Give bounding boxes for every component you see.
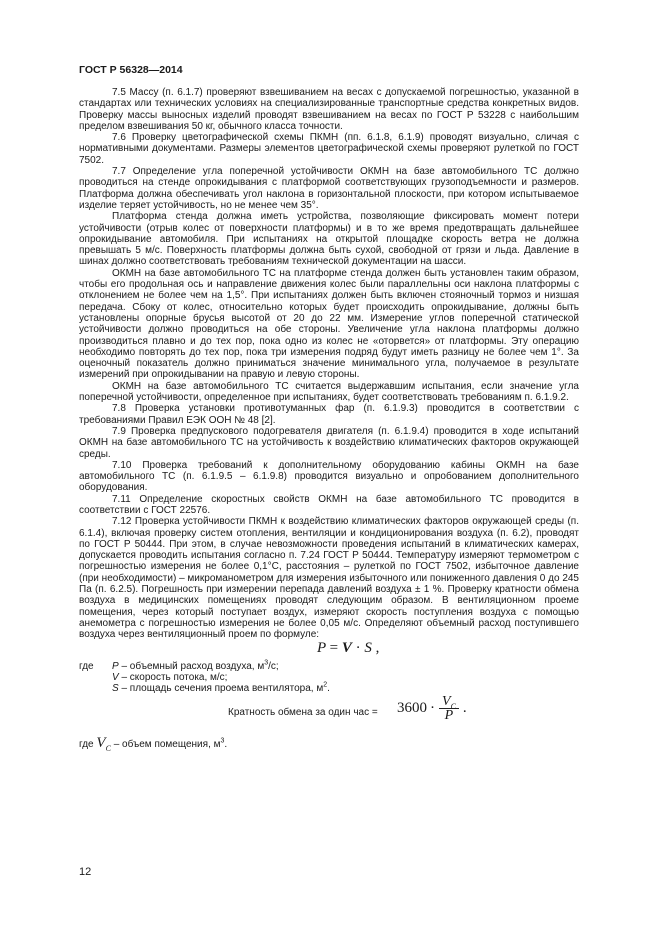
where-vc-word: где [79,739,94,751]
paragraph-okmn-pass: ОКМН на базе автомобильного ТС считается выдержавшим испытания, если значение угла поперечной устойчивости, определенное при испытаниях, будет соответствовать требованиям п. 6.1.9.2. [79,380,579,404]
formula-s: S [364,639,372,656]
where-vc-end: . [224,739,228,751]
paragraph-7-7: 7.7 Определение угла поперечной устойчивости ОКМН на базе автомобильного ТС должно проводиться на стенде опрокидывания с платформой соответствующих грузоподъемности и размеров. Платформа должна обеспечивать угол наклона в горизонтальной плоскости, при котором испытываемое изделие теряет устойчивость, но не менее чем 35°. [79,166,579,211]
where-p-sup: 3 [264,659,269,667]
formula-exchange-ratio [79,694,579,734]
where-v-label: V [112,671,119,683]
where-v-text: – скорость потока, м/с; [121,671,228,683]
where-v [79,672,579,683]
where-s-end: . [327,683,330,695]
where-v-def [112,672,227,683]
where-s-sup: 2 [323,681,328,689]
ratio-numerator [439,694,459,712]
where-p-end: /с; [268,660,279,672]
ratio-fraction [439,696,459,721]
formula-dot: · [355,639,361,656]
ratio-num-v: V [442,694,451,710]
where-p-text: – объемный расход воздуха, м [121,660,265,672]
ratio-expression [397,696,467,721]
ratio-end: . [462,700,467,717]
paragraph-7-8: 7.8 Проверка установки противотуманных фар (п. 6.1.9.3) проводится в соответствии с требованиями Правил ЕЭК ООН № 48 [2]. [79,403,579,426]
where-vc-text: – объем помещения, м [113,739,221,751]
document-body [79,87,579,758]
formula-v: V [341,639,352,656]
where-s [79,683,579,694]
where-p [79,661,579,672]
paragraph-7-5: 7.5 Массу (п. 6.1.7) проверяют взвешиванием на весах с допускаемой погрешностью, указанной в стандартах или технических условиях на специализированные транспортные средства конкретных видов. Проверку массы выносных изделий проводят взвешиванием на весах по ГОСТ Р 53228 с наибольшим пределом взвешивания 50 кг, обычного класса точности. [79,87,579,132]
paragraph-7-12: 7.12 Проверка устойчивости ПКМН к воздействию климатических факторов окружающей среды (п. 6.1.4), включая проверку систем отопления, вентиляции и кондиционирования воздуха (п. 6.2), проводят по ГОСТ Р 50444. При этом, в случае невозможности проведения испытаний в климатических камерах, допускается проводить испытания согласно п. 7.24 ГОСТ Р 50444. Температуру измеряют термометром с погрешностью измерения не более 0,1°С, расстояния – рулеткой по ГОСТ 7502, избыточное давление (при необходимости) – микроманометром для измерения избыточного или пониженного давления 0 до 245 Па (п. 6.2.5). Погрешность при измерении перепада давлений воздуха ± 1 %. Проверку кратности обмена воздуха в медицинских помещениях проводят следующим образом. В вентиляционном проеме помещения, через который поступает воздух, измеряют скорость поступления воздуха с помощью анемометра с погрешностью измерения не более 0,05 м/с. Определяют объемный расход поступившего воздуха через вентиляционный проем по формуле: [79,516,579,641]
document-header: ГОСТ Р 56328—2014 [79,64,183,76]
where-vc-symbol [96,735,111,754]
formula-end: , [375,639,380,656]
where-vc [79,735,579,758]
where-vc-sup: 3 [220,738,225,746]
where-s-text: – площадь сечения проема вентилятора, м [121,683,324,695]
where-vc-v: V [96,735,106,752]
formula-eq: = [329,639,339,656]
where-p-def [112,661,279,672]
ratio-const: 3600 [397,700,427,717]
paragraph-7-11: 7.11 Определение скоростных свойств ОКМН на базе автомобильного ТС проводится в соответствии с ГОСТ 22576. [79,493,579,516]
ratio-num-sub: C [450,702,456,712]
ratio-dot: · [430,700,435,717]
where-word: где [79,660,94,672]
ratio-denominator: P [444,707,454,723]
paragraph-7-6: 7.6 Проверку цветографической схемы ПКМН (пп. 6.1.8, 6.1.9) проводят визуально, сличая с нормативными документами. Размеры элементов цветографической схемы проверяют рулеткой по ГОСТ 7502. [79,132,579,166]
where-p-label: P [112,660,119,672]
paragraph-7-10: 7.10 Проверка требований к дополнительному оборудованию кабины ОКМН на базе автомобильного ТС (п. 6.1.9.5 – 6.1.9.8) проводится визуально и опробованием дополнительного оборудования. [79,459,579,494]
ratio-label: Кратность обмена за один час = [228,707,378,719]
paragraph-okmn-install: ОКМН на базе автомобильного ТС на платформе стенда должен быть установлен таким образом, чтобы его продольная ось и направление движения колес были параллельны оси наклона платформы с отклонением не более чем на 1,5°. При испытаниях должен быть включен стояночный тормоз и низшая передача. Сбоку от колес, относительно которых будет происходить опрокидывание, должны быть установлены опорные брусья высотой от 20 до 22 мм. Измерение углов поперечной статической устойчивости должно проводиться на обе стороны. Увеличение угла наклона платформы должно производиться плавно и до тех пор, пока одно из колес не «оторвется» от платформы. Эту операцию необходимо повторять до тех пор, пока три измерения подряд будут иметь разницу не более чем 1°. За оценочный показатель должно приниматься значение минимального угла, получаемое в результате измерений при опрокидывании на правую и левую стороны. [79,267,579,381]
paragraph-platform: Платформа стенда должна иметь устройства, позволяющие фиксировать момент потери устойчивости (отрыв колес от поверхности платформы) и в то же время предотвращать дальнейшее опрокидывание автомобиля. При испытаниях на открытой площадке скорость ветра не должна превышать 5 м/с. Поверхность платформы должна быть сухой, свободной от грязи и льда. Давление в шинах должно соответствовать требованиям технической документации на шасси. [79,211,579,268]
formula-lhs: P [317,639,326,656]
page-number: 12 [79,866,92,878]
formula-flow-rate [79,641,579,661]
paragraph-7-9: 7.9 Проверка предпускового подогревателя двигателя (п. 6.1.9.4) проводится в ходе испытаний ОКМН на базе автомобильного ТС на устойчивость к воздействию климатических факторов окружающей среды. [79,425,579,460]
where-s-def [112,683,330,694]
where-s-label: S [112,683,119,695]
where-vc-sub: C [105,744,111,754]
